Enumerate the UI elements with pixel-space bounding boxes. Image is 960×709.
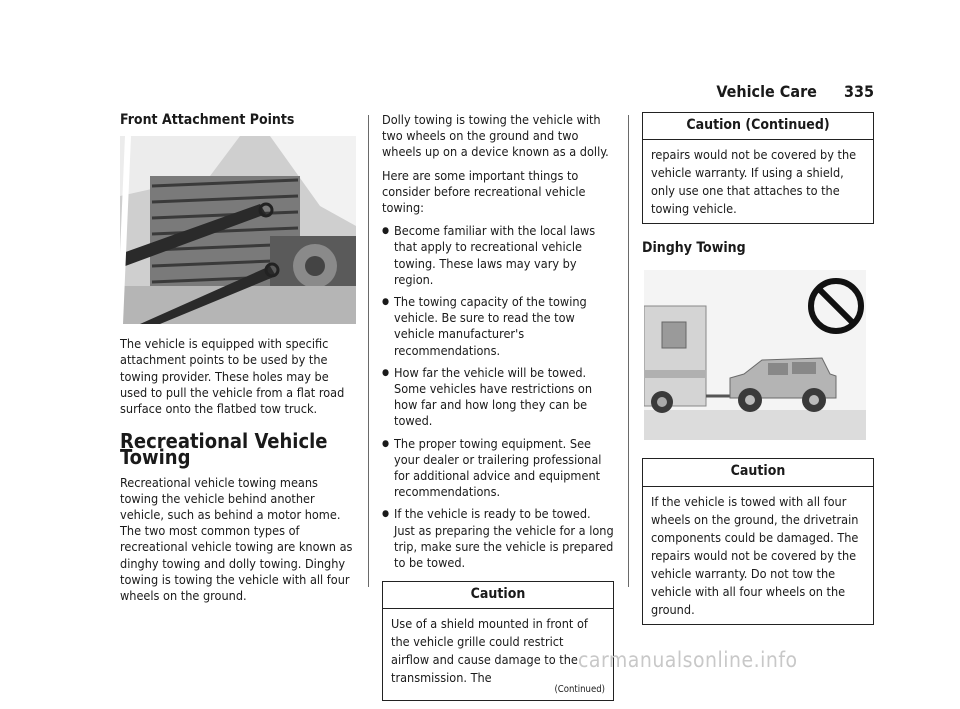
caution-box-dinghy <box>642 458 874 624</box>
list-item: ● The proper towing equipment. See your dealer or trailering professional for additional advice and equipment recommendations. <box>382 436 614 501</box>
attachment-points-photo <box>120 136 356 324</box>
list-item: ● How far the vehicle will be towed. Some vehicles have restrictions on how far and how long they can be towed. <box>382 365 614 430</box>
continued-label: (Continued) <box>554 684 605 696</box>
considerations-paragraph: Here are some important things to consider before recreational vehicle towing: <box>382 167 586 216</box>
caution-continued-title: Caution (Continued) <box>643 113 873 140</box>
section-title: Vehicle Care <box>716 82 817 101</box>
list-item: ● If the vehicle is ready to be towed. Just as preparing the vehicle for a long trip, make sure the vehicle is prepared to be towed. <box>382 506 614 571</box>
considerations-list <box>382 223 614 571</box>
dinghy-towing-heading: Dinghy Towing <box>642 240 746 257</box>
caution-title: Caution <box>643 459 873 486</box>
column-3 <box>642 112 874 633</box>
page-number: 335 <box>843 82 874 101</box>
column-divider <box>628 115 629 587</box>
page-header <box>716 82 874 101</box>
column-divider <box>368 115 369 587</box>
recreational-towing-intro: Recreational vehicle towing means towing the vehicle behind another vehicle, such as behind a motor home. The two most common types of recreational vehicle towing are known as dinghy towing and dolly towing. Dinghy towing is towing the vehicle with all four wheels on the ground. <box>120 474 353 604</box>
caution-title: Caution <box>383 582 613 609</box>
dinghy-towing-illustration <box>644 270 866 440</box>
recreational-towing-title: Recreational Vehicle Towing <box>120 429 328 470</box>
front-attachment-heading: Front Attachment Points <box>120 112 295 128</box>
watermark: carmanualsonline.info <box>578 648 798 672</box>
list-item: ● Become familiar with the local laws that apply to recreational vehicle towing. These laws may vary by region. <box>382 223 614 288</box>
dolly-paragraph: Dolly towing is towing the vehicle with two wheels on the ground and two wheels up on a device known as a dolly. <box>382 112 609 160</box>
list-item: ● The towing capacity of the towing vehicle. Be sure to read the tow vehicle manufacturer's recommendations. <box>382 294 614 359</box>
caution-text: Use of a shield mounted in front of the vehicle grille could restrict airflow and cause damage to the transmission. The <box>391 616 588 686</box>
attachment-paragraph: The vehicle is equipped with specific attachment points to be used by the towing provider. These holes may be used to pull the vehicle from a flat road surface onto the flatbed tow truck. <box>120 336 345 417</box>
caution-box <box>382 581 614 701</box>
caution-body: If the vehicle is towed with all four wheels on the ground, the drivetrain components could be damaged. The repairs would not be covered by the vehicle warranty. Do not tow the vehicle with all four wheels on the ground. <box>651 493 859 617</box>
column-2 <box>382 112 614 709</box>
caution-continued-box <box>642 112 874 224</box>
column-1 <box>120 112 356 611</box>
caution-continued-body: repairs would not be covered by the vehicle warranty. If using a shield, only use one that attaches to the towing vehicle. <box>651 147 857 217</box>
